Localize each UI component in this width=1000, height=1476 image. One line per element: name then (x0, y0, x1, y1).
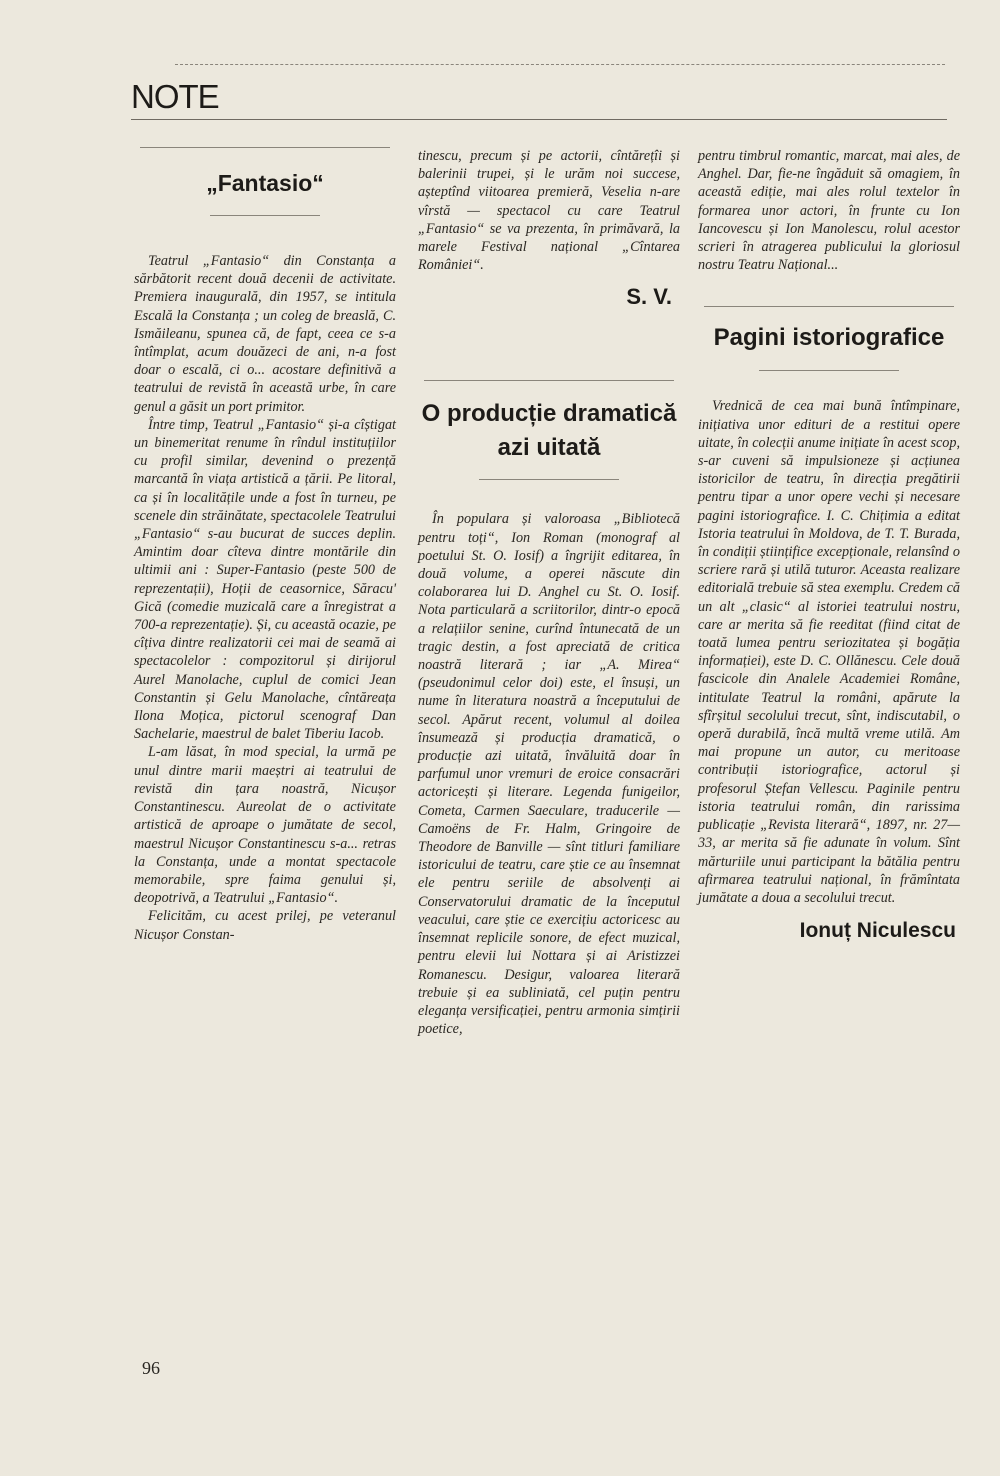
article-paragraph: L-am lăsat, în mod special, la urmă pe unul dintre marii maeștri ai teatrului de revistă din țara noastră, Nicușor Constantinescu. Aureolat de o activitate artistică de aproape o jumătate de secol, maestrul Nicușor Constantinescu s-a... retras la Constanța, unde a montat spectacole memorabile, spre faima genului și, deopotrivă, a Teatrului „Fantasio“. (134, 744, 396, 907)
title-top-rule (424, 380, 674, 381)
column-2 (418, 147, 680, 1038)
article-paragraph: Teatrul „Fantasio“ din Constanța a sărbătorit recent două decenii de activitate. Premiera inaugurală, din 1957, se intitula Escală la Constanța ; un coleg de breaslă, C. Ismăileanu, spunea că, de fapt, ceea ce s-a întîmplat, acum douăzeci de ani, n-a fost doar o escală, ci o... acostare definitivă a teatrului de revistă în această urbe, în care genul a găsit un port primitor. (134, 253, 396, 415)
article-title-pagini-istoriografice: Pagini istoriografice (713, 324, 945, 352)
article-title-fantasio: „Fantasio“ (206, 170, 324, 196)
article-paragraph: Felicităm, cu acest prilej, pe veteranul Nicușor Constan- (134, 908, 396, 943)
top-dashed-rule (175, 64, 945, 65)
page-number: 96 (142, 1358, 160, 1378)
article-paragraph: Între timp, Teatrul „Fantasio“ și-a cîștigat un binemeritat renume în rîndul instituțiilor cu profil similar, devenind o prezență marcantă în viața artistică a țării. Pe litoral, ca și în localitățile unde a fost în turneu, pe scenele din străinătate, spectacolele Teatrului „Fantasio“ s-au bucurat de succes deplin. Amintim doar cîteva dintre montările din ultimii ani : Super-Fantasio (peste 500 de reprezentații), Hoții de ceasornice, Săracu' Gică (comedie muzicală care a înregistrat a 700-a reprezentație). Și, cu această ocazie, pe cîțiva dintre realizatorii cei mai de seamă ai spectacolelor : compozitorul și dirijorul Aurel Manolache, cuplul de comici Jean Constantin și Gelu Manolache, cîntăreața Ilona Moțica, pictorul scenograf Dan Sachelarie, maestrul de balet Tiberiu Iacob. (134, 416, 396, 743)
signature-sv: S. V. (626, 284, 672, 310)
article-title-productie-dramatica: O producție dramatică azi uitată (421, 400, 677, 462)
section-title-rule (131, 119, 947, 120)
article-paragraph: pentru timbrul romantic, marcat, mai ales, de Anghel. Dar, fie-ne îngăduit să omagiem, în această ediție, mai ales rolul textelor în formarea unor actori, în frunte cu Ion Iancovescu și Ion Manolescu, rolul acestor scrieri în atragerea publicului la gloriosul nostru Teatru Național... (698, 148, 960, 274)
article-paragraph: tinescu, precum și pe actorii, cîntărețîi și balerinii trupei, și le urăm noi succese, așteptînd viitoarea premieră, Veselia n-are vîrstă — spectacol cu care Teatrul „Fantasio“ se va prezenta, în primăvară, la marele Festival național „Cîntarea României“. (418, 148, 680, 274)
article-paragraph: În populara și valoroasa „Bibliotecă pentru toți“, Ion Roman (monograf al poetului St. O. Iosif) a îngrijit editarea, în două volume, a operei născute din colaborarea lui D. Anghel cu St. O. Iosif. Nota particulară a scriitorilor, dintr-o epocă a relațiilor senine, curînd întunecată de un tragic destin, a fost apreciată de critica noastră literară ; iar „A. Mirea“ (pseudonimul celor doi) este, el însuși, un nume în literatura noastră a începutului de secol. Apărut recent, volumul al doilea însumează și producția dramatică, o producție azi uitată, învăluită doar în parfumul unor vremuri de eroice consacrări actoricești și literare. Legenda funigeilor, Cometa, Carmen Saeculare, traducerile — Camoëns de Fr. Halm, Gringoire de Theodore de Banville — sînt titluri familiare istoricului de teatru, care știe ce au însemnat ele pentru seriile de absolvenți ai Conservatorului dramatic de la începutul veacului, care știe ce exercițiu actoricesc au însemnat replicile sonore, de efect muzical, pentru elevii lui Nottara și ai Aristizzei Romanescu. Desigur, valoarea literară trebuie și ea subliniată, cel puțin pentru eleganța versificației, pentru armonia simțirii poetice, (418, 511, 680, 1038)
title-top-rule (704, 306, 954, 307)
section-title: NOTE (131, 78, 219, 115)
column-3 (698, 147, 960, 943)
signature-ionut-niculescu: Ionuț Niculescu (799, 919, 956, 943)
column-1 (134, 147, 396, 944)
article-paragraph: Vrednică de cea mai bună întîmpinare, inițiativa unor edituri de a restitui opere uitate, în colecții anume inițiate în acest scop, s-ar cuveni să impulsioneze și acțiunea istoricilor de teatru, în direcția pregătirii pentru tipar a unor opere vechi și necesare pagini istoriografice. I. C. Chițimia a editat Istoria teatrului în Moldova, de T. T. Burada, în condiții științifice excepționale, relansînd o scriere rară și utilă tuturor. Aceasta realizare editorială trebuie să stea exemplu. Credem că un alt „clasic“ al istoriei teatrului nostru, care ar merita să fie reeditat (fiind citat de toată lumea pentru seriozitatea și bogăția informației), este D. C. Ollănescu. Cele două fascicole din Analele Academiei Române, intitulate Teatrul la români, apărute la sfîrșitul secolului trecut, sînt, indiscutabil, o operă durabilă, încă multă vreme utilă. Am mai propune un autor, cu meritoase contribuții istoriografice, actorul și profesorul Ștefan Vellescu. Paginile pentru istoria teatrului român, din rarissima publicație „Revista literară“, 1897, nr. 27—33, ar merita să fie adunate în volum. Sînt mărturiile unui participant la bătălia pentru afirmarea teatrului național, în frămîntata jumătate a doua a secolului trecut. (698, 398, 960, 906)
title-top-rule (140, 147, 390, 148)
